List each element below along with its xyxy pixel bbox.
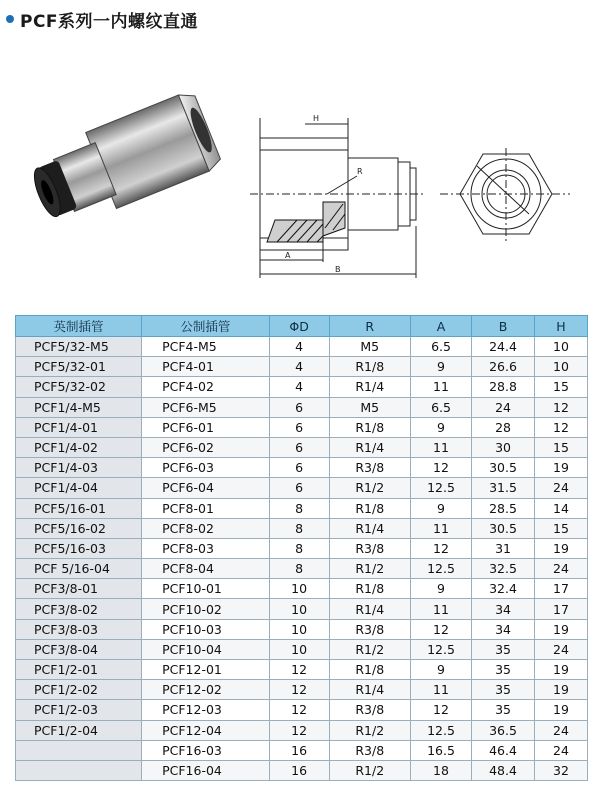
table-cell: 10 (269, 619, 329, 639)
table-cell: PCF16-03 (142, 740, 270, 760)
table-cell: 28.8 (472, 377, 535, 397)
table-cell: R3/8 (329, 619, 410, 639)
table-cell: PCF3/8-04 (16, 639, 142, 659)
table-cell: 6 (269, 458, 329, 478)
table-cell: PCF10-03 (142, 619, 270, 639)
table-cell: 12.5 (410, 559, 471, 579)
label-r: R (357, 167, 363, 176)
table-cell: R1/4 (329, 377, 410, 397)
col-header: 公制插管 (142, 316, 270, 337)
col-header: A (410, 316, 471, 337)
table-cell: R1/2 (329, 760, 410, 780)
table-cell: 19 (535, 660, 588, 680)
table-cell: M5 (329, 337, 410, 357)
table-cell: 34 (472, 599, 535, 619)
table-cell: R1/4 (329, 437, 410, 457)
table-cell: PCF5/16-01 (16, 498, 142, 518)
table-cell: PCF 5/16-04 (16, 559, 142, 579)
table-cell: 17 (535, 599, 588, 619)
table-cell: PCF1/4-03 (16, 458, 142, 478)
table-cell: 9 (410, 498, 471, 518)
table-cell: PCF4-02 (142, 377, 270, 397)
table-row (16, 458, 588, 478)
table-cell: 46.4 (472, 740, 535, 760)
table-cell: 9 (410, 357, 471, 377)
table-cell: R1/2 (329, 559, 410, 579)
table-cell: 4 (269, 357, 329, 377)
table-cell: PCF3/8-03 (16, 619, 142, 639)
table-cell: 16.5 (410, 740, 471, 760)
table-body (16, 337, 588, 781)
table-cell: 31 (472, 538, 535, 558)
table-cell: 35 (472, 660, 535, 680)
table-cell: 15 (535, 377, 588, 397)
table-cell: PCF5/32-01 (16, 357, 142, 377)
table-row (16, 660, 588, 680)
table-cell: PCF3/8-02 (16, 599, 142, 619)
table-cell: PCF10-01 (142, 579, 270, 599)
table-cell: 35 (472, 700, 535, 720)
label-b: B (335, 265, 341, 274)
table-cell: PCF1/2-01 (16, 660, 142, 680)
table-cell: PCF4-M5 (142, 337, 270, 357)
table-cell: 24 (535, 639, 588, 659)
table-cell: 19 (535, 619, 588, 639)
table-cell: 12 (410, 538, 471, 558)
table-row (16, 397, 588, 417)
table-cell: PCF8-04 (142, 559, 270, 579)
table-cell: 6 (269, 437, 329, 457)
col-header: B (472, 316, 535, 337)
table-cell: PCF5/32-02 (16, 377, 142, 397)
table-cell: 6 (269, 478, 329, 498)
table-cell: PCF1/2-04 (16, 720, 142, 740)
table-cell: 16 (269, 760, 329, 780)
table-cell: R1/8 (329, 660, 410, 680)
table-cell: PCF8-03 (142, 538, 270, 558)
table-cell: PCF5/16-03 (16, 538, 142, 558)
table-row (16, 357, 588, 377)
table-row (16, 619, 588, 639)
table-cell: PCF6-01 (142, 417, 270, 437)
table-cell: 12 (269, 680, 329, 700)
table-cell: 36.5 (472, 720, 535, 740)
table-cell: 12 (410, 458, 471, 478)
table-cell: R3/8 (329, 538, 410, 558)
table-cell: PCF1/4-M5 (16, 397, 142, 417)
table-cell: PCF12-01 (142, 660, 270, 680)
table-cell: R1/2 (329, 720, 410, 740)
table-cell: 4 (269, 377, 329, 397)
table-row (16, 478, 588, 498)
table-row (16, 740, 588, 760)
table-cell: 11 (410, 377, 471, 397)
table-cell: PCF1/2-02 (16, 680, 142, 700)
table-cell: 12 (269, 720, 329, 740)
table-cell: 18 (410, 760, 471, 780)
table-cell: 6.5 (410, 397, 471, 417)
page-title (6, 4, 198, 34)
table-row (16, 700, 588, 720)
table-cell: 12 (269, 660, 329, 680)
table-cell: 8 (269, 518, 329, 538)
table-cell: 24 (535, 740, 588, 760)
table-cell: 10 (269, 579, 329, 599)
table-cell: 35 (472, 639, 535, 659)
table-cell: 16 (269, 740, 329, 760)
table-cell: PCF12-04 (142, 720, 270, 740)
table-cell: PCF6-04 (142, 478, 270, 498)
table-cell: PCF8-01 (142, 498, 270, 518)
table-cell: R1/8 (329, 498, 410, 518)
fitting-photo (20, 75, 230, 250)
table-cell: 9 (410, 579, 471, 599)
table-cell: 10 (535, 357, 588, 377)
table-cell: 12.5 (410, 478, 471, 498)
table-cell: 12 (535, 397, 588, 417)
table-cell: 19 (535, 458, 588, 478)
table-cell: R1/8 (329, 357, 410, 377)
table-cell: 15 (535, 437, 588, 457)
table-cell: PCF5/32-M5 (16, 337, 142, 357)
table-row (16, 680, 588, 700)
table-cell: 17 (535, 579, 588, 599)
table-row (16, 579, 588, 599)
col-header: R (329, 316, 410, 337)
table-cell: 24.4 (472, 337, 535, 357)
table-cell: 28 (472, 417, 535, 437)
col-header: H (535, 316, 588, 337)
table-cell: R1/4 (329, 599, 410, 619)
table-cell: 6 (269, 397, 329, 417)
table-cell: R1/2 (329, 478, 410, 498)
table-row (16, 498, 588, 518)
table-cell: R1/8 (329, 579, 410, 599)
table-cell: PCF1/2-03 (16, 700, 142, 720)
table-cell: R1/8 (329, 417, 410, 437)
table-cell: PCF1/4-02 (16, 437, 142, 457)
table-cell: M5 (329, 397, 410, 417)
table-cell: 24 (535, 559, 588, 579)
table-cell: 19 (535, 538, 588, 558)
table-cell: 12 (410, 619, 471, 639)
table-cell: 9 (410, 417, 471, 437)
table-cell: 8 (269, 559, 329, 579)
table-row (16, 437, 588, 457)
table-cell: 15 (535, 518, 588, 538)
table-cell: 19 (535, 680, 588, 700)
table-cell: 32.4 (472, 579, 535, 599)
table-cell: R3/8 (329, 700, 410, 720)
table-cell: R3/8 (329, 740, 410, 760)
table-cell: 6.5 (410, 337, 471, 357)
table-cell: 31.5 (472, 478, 535, 498)
table-cell: 12 (410, 700, 471, 720)
table-cell: 4 (269, 337, 329, 357)
table-cell: PCF1/4-01 (16, 417, 142, 437)
table-cell: 10 (535, 337, 588, 357)
table-row (16, 599, 588, 619)
table-cell: 12.5 (410, 720, 471, 740)
table-cell: 10 (269, 639, 329, 659)
table-cell: 34 (472, 619, 535, 639)
title-text: PCF系列一内螺纹直通 (20, 11, 199, 32)
table-cell: PCF16-04 (142, 760, 270, 780)
table-row (16, 760, 588, 780)
table-cell: PCF3/8-01 (16, 579, 142, 599)
table-cell (16, 740, 142, 760)
table-cell: 28.5 (472, 498, 535, 518)
table-cell: PCF10-04 (142, 639, 270, 659)
table-cell: R1/4 (329, 518, 410, 538)
table-row (16, 639, 588, 659)
table-row (16, 518, 588, 538)
table-row (16, 538, 588, 558)
technical-drawing (245, 110, 585, 290)
table-cell: PCF4-01 (142, 357, 270, 377)
table-row (16, 377, 588, 397)
table-cell: 24 (535, 720, 588, 740)
table-cell: PCF10-02 (142, 599, 270, 619)
table-cell: 30.5 (472, 458, 535, 478)
table-cell: 12 (535, 417, 588, 437)
label-a: A (285, 251, 291, 260)
table-cell: 19 (535, 700, 588, 720)
table-cell: 35 (472, 680, 535, 700)
table-cell: R3/8 (329, 458, 410, 478)
table-row (16, 720, 588, 740)
table-cell: 32.5 (472, 559, 535, 579)
table-cell: PCF6-02 (142, 437, 270, 457)
table-header-row (16, 316, 588, 337)
table-cell: PCF12-02 (142, 680, 270, 700)
label-h: H (313, 114, 320, 123)
table-cell: 11 (410, 518, 471, 538)
table-cell: PCF8-02 (142, 518, 270, 538)
table-cell: PCF1/4-04 (16, 478, 142, 498)
table-cell (16, 760, 142, 780)
table-cell: PCF5/16-02 (16, 518, 142, 538)
table-cell: 12 (269, 700, 329, 720)
table-cell: R1/2 (329, 639, 410, 659)
table-cell: 12.5 (410, 639, 471, 659)
table-cell: 30 (472, 437, 535, 457)
table-cell: 24 (535, 478, 588, 498)
table-cell: 8 (269, 498, 329, 518)
table-cell: 14 (535, 498, 588, 518)
table-cell: PCF6-M5 (142, 397, 270, 417)
table-cell: 11 (410, 437, 471, 457)
table-row (16, 559, 588, 579)
table-cell: R1/4 (329, 680, 410, 700)
col-header: 英制插管 (16, 316, 142, 337)
table-cell: 26.6 (472, 357, 535, 377)
bullet-dot (6, 15, 14, 23)
table-cell: 11 (410, 680, 471, 700)
table-cell: 9 (410, 660, 471, 680)
table-cell: PCF12-03 (142, 700, 270, 720)
table-cell: 8 (269, 538, 329, 558)
table-row (16, 417, 588, 437)
table-cell: 6 (269, 417, 329, 437)
table-cell: 11 (410, 599, 471, 619)
table-cell: PCF6-03 (142, 458, 270, 478)
col-header: ΦD (269, 316, 329, 337)
table-row (16, 337, 588, 357)
table-cell: 48.4 (472, 760, 535, 780)
table-cell: 32 (535, 760, 588, 780)
spec-table (15, 315, 588, 781)
table-cell: 24 (472, 397, 535, 417)
table-cell: 10 (269, 599, 329, 619)
table-cell: 30.5 (472, 518, 535, 538)
